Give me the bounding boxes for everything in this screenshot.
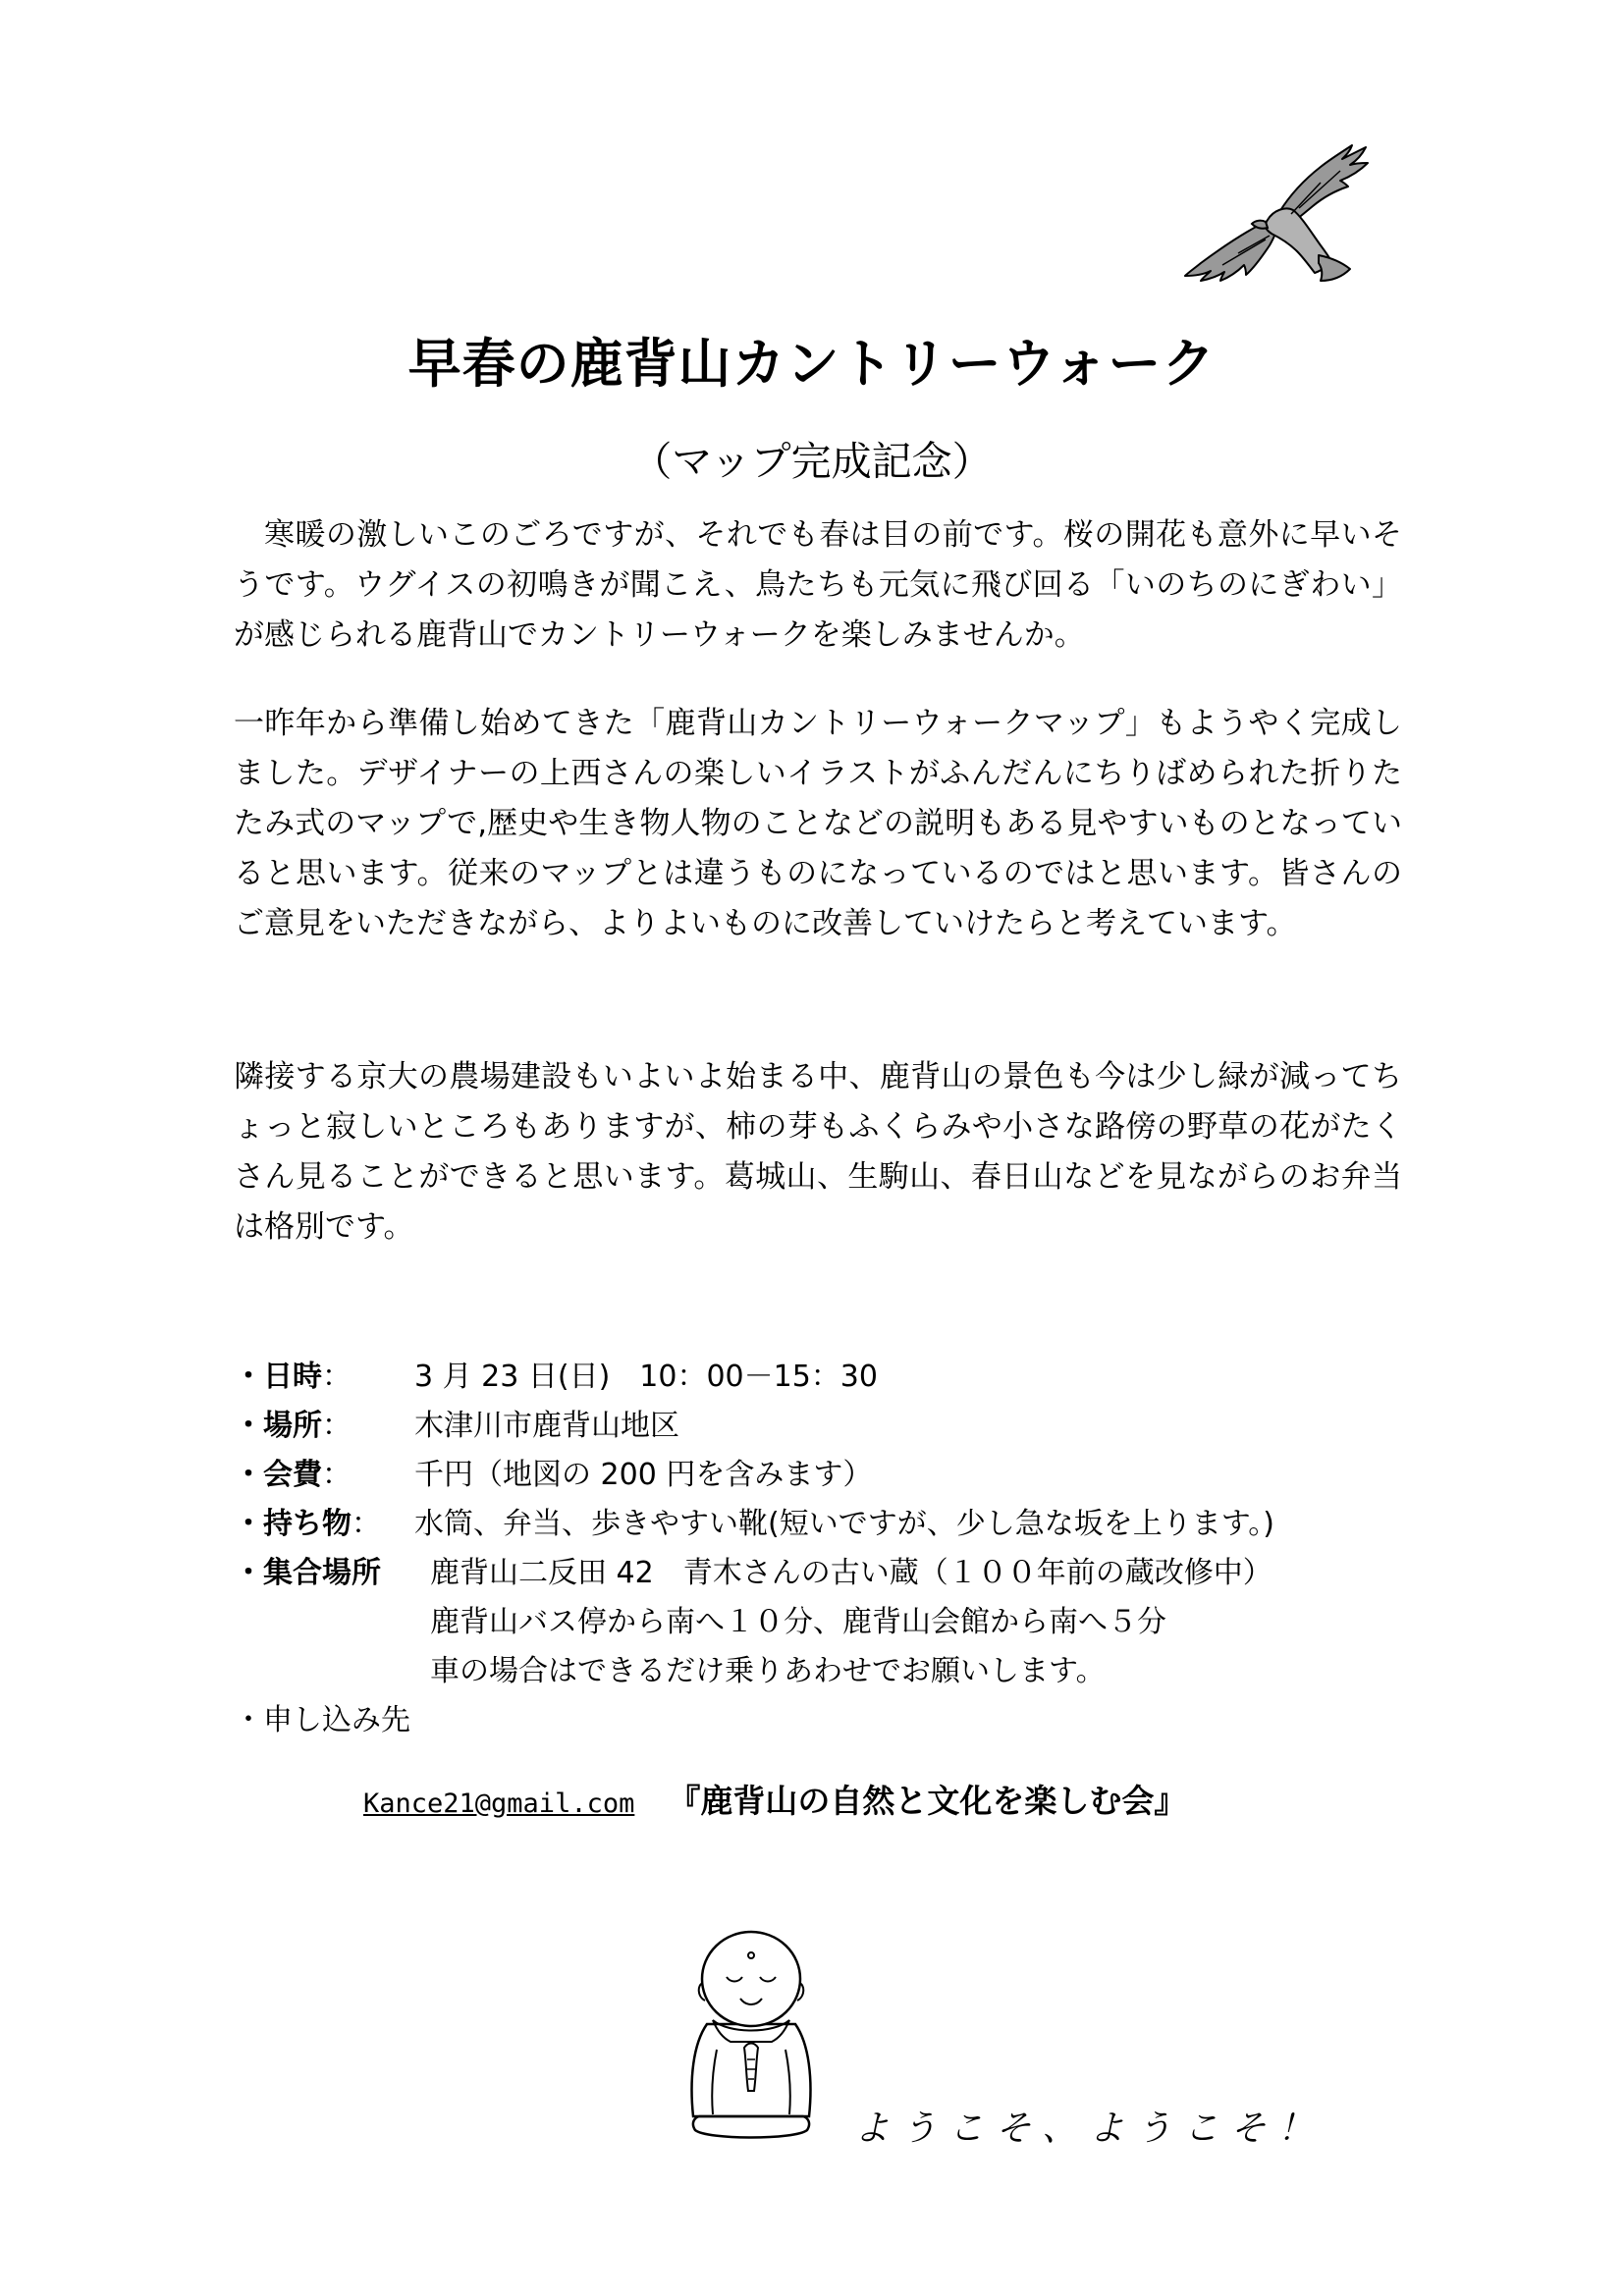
contact-email-link[interactable]: Kance21@gmail.com: [363, 1789, 635, 1819]
meeting-value-line-2: 鹿背山バス停から南へ１０分、鹿背山会館から南へ５分: [430, 1605, 1166, 1639]
place-label: 場所: [263, 1409, 322, 1443]
apply-label: ・申し込み先: [234, 1703, 410, 1737]
datetime-value: 3 月 23 日(日) 10：00－15：30: [414, 1360, 878, 1394]
page-title: 早春の鹿背山カントリーウォーク: [407, 333, 1217, 395]
belongings-label: 持ち物: [263, 1507, 352, 1541]
hawk-illustration: [1183, 137, 1370, 285]
intro-paragraph: 寒暖の激しいこのごろですが、それでも春は目の前です。桜の開花も意外に早いそうです。ウグイスの初鳴きが聞こえ、鳥たちも元気に飛び回る「いのちのにぎわい」が感じられる鹿背山でカントリーウォークを楽しみませんか。: [234, 517, 1402, 653]
meeting-value-line-1: 鹿背山二反田 42 青木さんの古い蔵（１００年前の蔵改修中）: [430, 1556, 1272, 1590]
contact-line: [363, 1779, 1186, 1824]
fee-value: 千円（地図の 200 円を含みます）: [414, 1458, 873, 1492]
datetime-label: 日時: [263, 1360, 322, 1394]
organization-name: 『鹿背山の自然と文化を楽しむ会』: [668, 1782, 1187, 1820]
place-value: 木津川市鹿背山地区: [414, 1409, 679, 1443]
fee-label: 会費: [263, 1458, 322, 1492]
meeting-label: 集合場所: [263, 1556, 381, 1590]
meeting-value-line-3: 車の場合はできるだけ乗りあわせでお願いします。: [430, 1654, 1106, 1688]
belongings-value: 水筒、弁当、歩きやすい靴(短いですが、少し急な坂を上ります。): [414, 1507, 1275, 1541]
map-paragraph: 一昨年から準備し始めてきた「鹿背山カントリーウォークマップ」もようやく完成しました。デザイナーの上西さんの楽しいイラストがふんだんにちりばめられた折りたたみ式のマップで,歴史や生き物人物のことなどの説明もある見やすいものとなっていると思います。従来のマップとは違うものになっているのではと思います。皆さんのご意見をいただきながら、よりよいものに改善していけたらと考えています。: [234, 706, 1402, 941]
jizo-statue-illustration: [677, 1922, 825, 2148]
scenery-paragraph: 隣接する京大の農場建設もいよいよ始まる中、鹿背山の景色も今は少し緑が減ってちょっと寂しいところもありますが、柿の芽もふくらみや小さな路傍の野草の花がたくさん見ることができると思います。葛城山、生駒山、春日山などを見ながらのお弁当は格別です。: [234, 1059, 1402, 1245]
page-subtitle: （マップ完成記念）: [631, 438, 993, 485]
welcome-message: ようこそ、ようこそ！: [854, 2109, 1326, 2149]
